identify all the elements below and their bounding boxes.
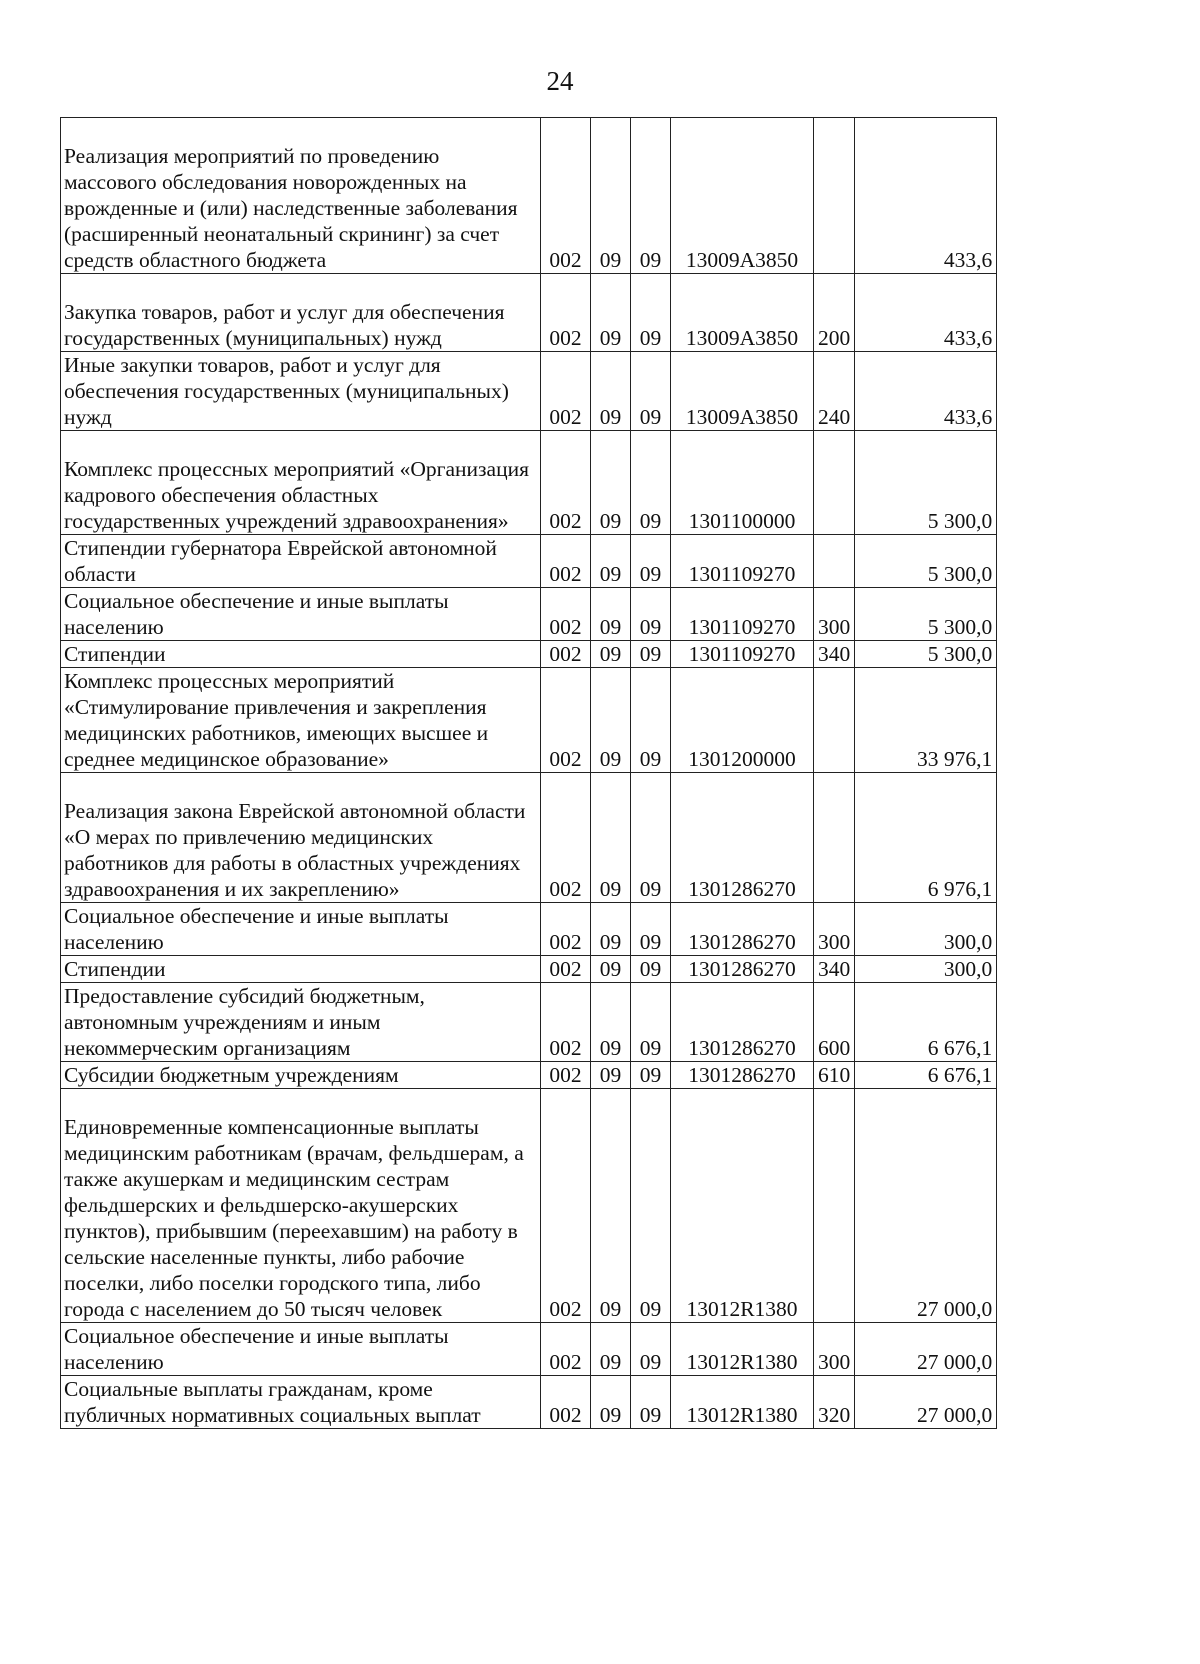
target-article-code: 1301100000: [671, 431, 814, 535]
expense-type-code: [814, 431, 855, 535]
target-article-code: 1301286270: [671, 773, 814, 903]
expense-type-code: [814, 1089, 855, 1323]
subsection-code: 09: [631, 773, 671, 903]
item-name: Социальное обеспечение и иные выплаты населению: [61, 588, 541, 641]
target-article-code: 13012R1380: [671, 1323, 814, 1376]
item-name: Стипендии: [61, 956, 541, 983]
section-code: 09: [591, 668, 631, 773]
amount: 6 976,1: [855, 773, 997, 903]
item-name: Стипендии: [61, 641, 541, 668]
amount: 5 300,0: [855, 588, 997, 641]
table-row: [61, 1089, 997, 1323]
item-name: Закупка товаров, работ и услуг для обеспечения государственных (муниципальных) нужд: [61, 274, 541, 352]
expense-type-code: [814, 118, 855, 274]
section-code: 09: [591, 1062, 631, 1089]
amount: 300,0: [855, 903, 997, 956]
table-row: [61, 773, 997, 903]
amount: 33 976,1: [855, 668, 997, 773]
section-code: 09: [591, 903, 631, 956]
ministry-code: 002: [541, 1376, 591, 1429]
target-article-code: 1301109270: [671, 588, 814, 641]
table-row: [61, 1376, 997, 1429]
expense-type-code: 300: [814, 588, 855, 641]
subsection-code: 09: [631, 641, 671, 668]
table-row: [61, 535, 997, 588]
section-code: 09: [591, 588, 631, 641]
table-row: [61, 641, 997, 668]
target-article-code: 1301109270: [671, 641, 814, 668]
target-article-code: 1301109270: [671, 535, 814, 588]
table-row: [61, 983, 997, 1062]
section-code: 09: [591, 1376, 631, 1429]
expense-type-code: [814, 773, 855, 903]
amount: 5 300,0: [855, 431, 997, 535]
target-article-code: 1301286270: [671, 983, 814, 1062]
expense-type-code: 200: [814, 274, 855, 352]
amount: 5 300,0: [855, 641, 997, 668]
ministry-code: 002: [541, 641, 591, 668]
ministry-code: 002: [541, 352, 591, 431]
subsection-code: 09: [631, 1062, 671, 1089]
ministry-code: 002: [541, 956, 591, 983]
section-code: 09: [591, 773, 631, 903]
target-article-code: 1301286270: [671, 956, 814, 983]
item-name: Иные закупки товаров, работ и услуг для обеспечения государственных (муниципальных) нужд: [61, 352, 541, 431]
budget-table: [60, 117, 997, 1429]
amount: 27 000,0: [855, 1376, 997, 1429]
ministry-code: 002: [541, 535, 591, 588]
target-article-code: 1301200000: [671, 668, 814, 773]
subsection-code: 09: [631, 352, 671, 431]
target-article-code: 13009А3850: [671, 352, 814, 431]
expense-type-code: 340: [814, 956, 855, 983]
table-row: [61, 1323, 997, 1376]
ministry-code: 002: [541, 773, 591, 903]
amount: 5 300,0: [855, 535, 997, 588]
subsection-code: 09: [631, 983, 671, 1062]
amount: 433,6: [855, 118, 997, 274]
ministry-code: 002: [541, 118, 591, 274]
subsection-code: 09: [631, 535, 671, 588]
table-row: [61, 1062, 997, 1089]
item-name: Субсидии бюджетным учреждениям: [61, 1062, 541, 1089]
expense-type-code: 240: [814, 352, 855, 431]
target-article-code: 13009А3850: [671, 118, 814, 274]
section-code: 09: [591, 118, 631, 274]
expense-type-code: [814, 535, 855, 588]
expense-type-code: 300: [814, 903, 855, 956]
item-name: Социальные выплаты гражданам, кроме публичных нормативных социальных выплат: [61, 1376, 541, 1429]
expense-type-code: 600: [814, 983, 855, 1062]
subsection-code: 09: [631, 1089, 671, 1323]
amount: 27 000,0: [855, 1323, 997, 1376]
expense-type-code: 300: [814, 1323, 855, 1376]
table-row: [61, 118, 997, 274]
table-row: [61, 903, 997, 956]
subsection-code: 09: [631, 274, 671, 352]
ministry-code: 002: [541, 274, 591, 352]
table-row: [61, 431, 997, 535]
target-article-code: 1301286270: [671, 903, 814, 956]
section-code: 09: [591, 352, 631, 431]
section-code: 09: [591, 431, 631, 535]
ministry-code: 002: [541, 1323, 591, 1376]
expense-type-code: [814, 668, 855, 773]
item-name: Социальное обеспечение и иные выплаты населению: [61, 1323, 541, 1376]
target-article-code: 13012R1380: [671, 1089, 814, 1323]
table-row: [61, 668, 997, 773]
table-row: [61, 352, 997, 431]
section-code: 09: [591, 274, 631, 352]
subsection-code: 09: [631, 1323, 671, 1376]
amount: 300,0: [855, 956, 997, 983]
expense-type-code: 610: [814, 1062, 855, 1089]
item-name: Стипендии губернатора Еврейской автономной области: [61, 535, 541, 588]
expense-type-code: 340: [814, 641, 855, 668]
page-number: 24: [546, 66, 574, 96]
target-article-code: 13009А3850: [671, 274, 814, 352]
ministry-code: 002: [541, 983, 591, 1062]
ministry-code: 002: [541, 1089, 591, 1323]
subsection-code: 09: [631, 1376, 671, 1429]
amount: 433,6: [855, 274, 997, 352]
expense-type-code: 320: [814, 1376, 855, 1429]
item-name: Комплекс процессных мероприятий «Стимулирование привлечения и закрепления медицинских работников, имеющих высшее и среднее медицинское образование»: [61, 668, 541, 773]
item-name: Предоставление субсидий бюджетным, автономным учреждениям и иным некоммерческим организациям: [61, 983, 541, 1062]
item-name: Комплекс процессных мероприятий «Организация кадрового обеспечения областных государственных учреждений здравоохранения»: [61, 431, 541, 535]
item-name: Единовременные компенсационные выплаты медицинским работникам (врачам, фельдшерам, а также акушеркам и медицинским сестрам фельдшерских и фельдшерско-акушерских пунктов), прибывшим (переехавшим) на работу в сельские населенные пункты, либо рабочие поселки, либо поселки городского типа, либо города с населением до 50 тысяч человек: [61, 1089, 541, 1323]
item-name: Реализация мероприятий по проведению массового обследования новорожденных на врожденные и (или) наследственные заболевания (расширенный неонатальный скрининг) за счет средств областного бюджета: [61, 118, 541, 274]
item-name: Реализация закона Еврейской автономной области «О мерах по привлечению медицинских работников для работы в областных учреждениях здравоохранения и их закреплению»: [61, 773, 541, 903]
ministry-code: 002: [541, 1062, 591, 1089]
subsection-code: 09: [631, 118, 671, 274]
amount: 27 000,0: [855, 1089, 997, 1323]
ministry-code: 002: [541, 903, 591, 956]
section-code: 09: [591, 983, 631, 1062]
table-row: [61, 274, 997, 352]
section-code: 09: [591, 535, 631, 588]
target-article-code: 1301286270: [671, 1062, 814, 1089]
subsection-code: 09: [631, 668, 671, 773]
amount: 433,6: [855, 352, 997, 431]
amount: 6 676,1: [855, 1062, 997, 1089]
target-article-code: 13012R1380: [671, 1376, 814, 1429]
table-row: [61, 956, 997, 983]
amount: 6 676,1: [855, 983, 997, 1062]
section-code: 09: [591, 956, 631, 983]
ministry-code: 002: [541, 431, 591, 535]
subsection-code: 09: [631, 588, 671, 641]
subsection-code: 09: [631, 903, 671, 956]
section-code: 09: [591, 1323, 631, 1376]
section-code: 09: [591, 1089, 631, 1323]
subsection-code: 09: [631, 431, 671, 535]
subsection-code: 09: [631, 956, 671, 983]
item-name: Социальное обеспечение и иные выплаты населению: [61, 903, 541, 956]
section-code: 09: [591, 641, 631, 668]
ministry-code: 002: [541, 668, 591, 773]
ministry-code: 002: [541, 588, 591, 641]
table-row: [61, 588, 997, 641]
